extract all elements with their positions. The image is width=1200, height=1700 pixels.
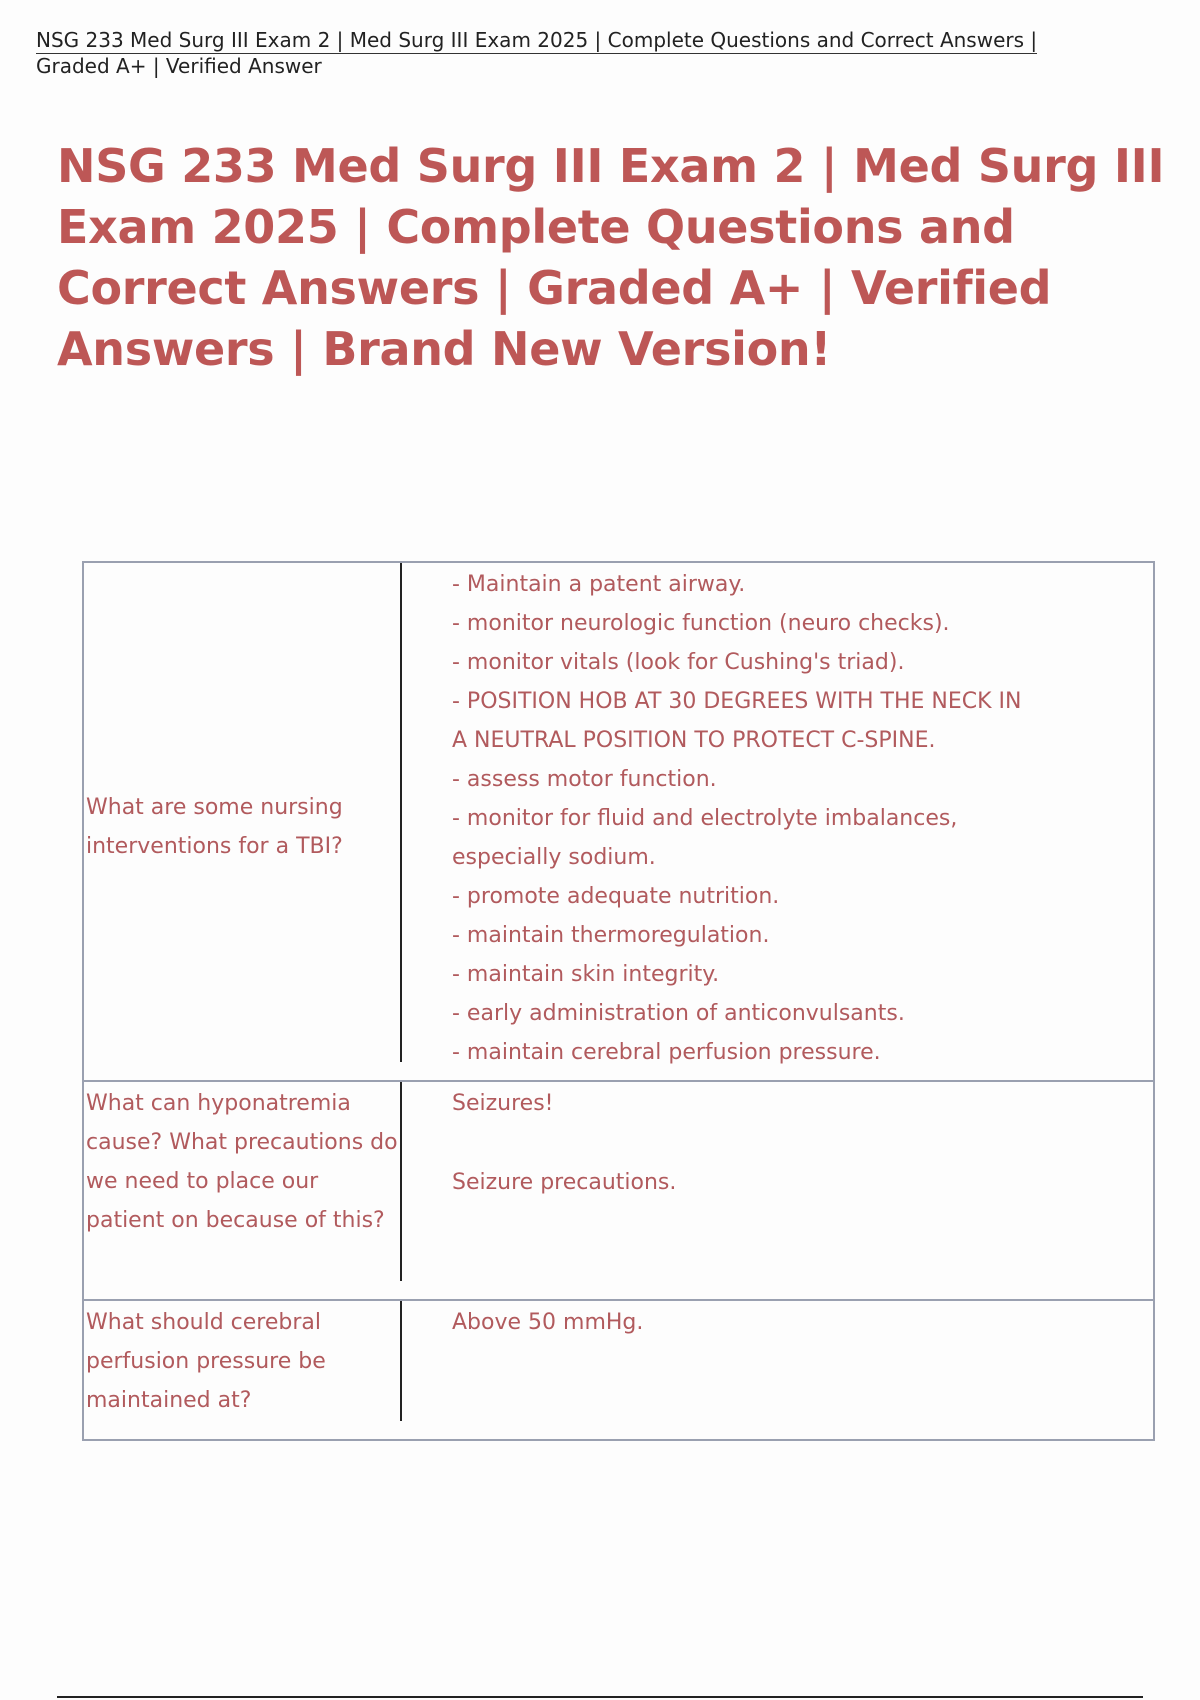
answer-line: - maintain thermoregulation. [452, 923, 770, 948]
running-header-line-1: NSG 233 Med Surg III Exam 2 | Med Surg III Exam 2025 | Complete Questions and Correct Answers | [36, 28, 1038, 52]
question-cell [83, 1300, 402, 1440]
answer-line: Seizure precautions. [452, 1170, 677, 1195]
answer-line: - monitor neurologic function (neuro checks). [452, 611, 950, 636]
question-text: What should cerebral perfusion pressure be maintained at? [86, 1310, 326, 1413]
running-header [36, 28, 1176, 79]
table-row [83, 1300, 1154, 1440]
answer-line: - POSITION HOB AT 30 DEGREES WITH THE NECK IN [452, 689, 1022, 714]
answer-line: - monitor vitals (look for Cushing's triad). [452, 650, 905, 675]
table-row [83, 562, 1154, 1081]
answer-line: - monitor for fluid and electrolyte imbalances, [452, 806, 958, 831]
answer-line: - early administration of anticonvulsants. [452, 1001, 905, 1026]
running-header-line-2: Graded A+ | Verified Answer [36, 54, 322, 78]
question-cell [83, 562, 402, 1081]
answer-line: - promote adequate nutrition. [452, 884, 780, 909]
qa-table [82, 561, 1155, 1441]
answer-line: Seizures! [452, 1091, 554, 1116]
answer-cell [402, 1081, 1154, 1300]
question-text: What are some nursing interventions for a TBI? [86, 794, 343, 859]
question-cell [83, 1081, 402, 1300]
answer-line: especially sodium. [452, 845, 656, 870]
answer-line: - Maintain a patent airway. [452, 572, 746, 597]
table-row [83, 1081, 1154, 1300]
answer-line: - maintain cerebral perfusion pressure. [452, 1040, 881, 1065]
answer-line: - maintain skin integrity. [452, 962, 720, 987]
answer-line: Above 50 mmHg. [452, 1310, 644, 1335]
document-title: NSG 233 Med Surg III Exam 2 | Med Surg III Exam 2025 | Complete Questions and Correct Answers | Graded A+ | Verified Answers | Brand New Version! [57, 139, 1165, 376]
answer-cell [402, 1300, 1154, 1440]
footer-divider [57, 1696, 1143, 1698]
answer-line: A NEUTRAL POSITION TO PROTECT C-SPINE. [452, 728, 936, 753]
answer-cell [402, 562, 1154, 1081]
question-text: What can hyponatremia cause? What precautions do we need to place our patient on because of this? [86, 1091, 398, 1233]
answer-line: - assess motor function. [452, 767, 717, 792]
